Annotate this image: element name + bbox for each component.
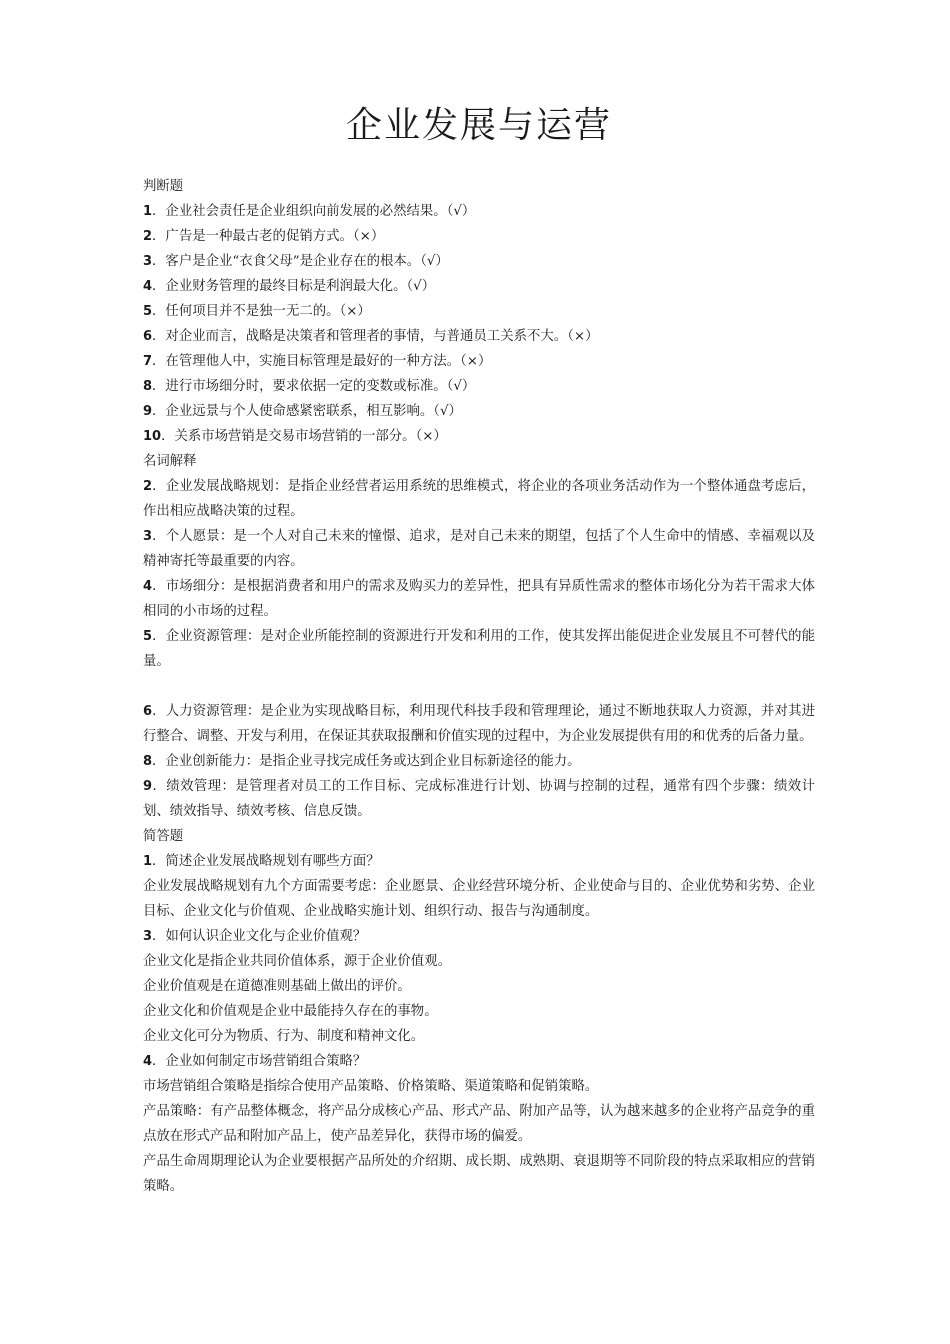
item-number: 4 [143,279,153,294]
judgment-heading: 判断题 [143,179,184,194]
item-text: ．客户是企业“衣食父母”是企业存在的根本。（√） [152,254,449,269]
item-text: ．企业资源管理：是对企业所能控制的资源进行开发和利用的工作，使其发挥出能促进企业发展且不可替代的能量。 [143,629,815,669]
blank-line [143,674,815,699]
item-text: ．对企业而言，战略是决策者和管理者的事情，与普通员工关系不大。（×） [152,329,599,344]
answer-paragraph: 企业文化和价值观是企业中最能持久存在的事物。 [143,1004,438,1019]
answer-paragraph: 产品策略：有产品整体概念，将产品分成核心产品、形式产品、附加产品等，认为越来越多的企业将产品竞争的重点放在形式产品和附加产品上，使产品差异化，获得市场的偏爱。 [143,1104,815,1144]
judgment-item [143,199,815,224]
judgment-item [143,324,815,349]
short-answer-heading: 简答题 [143,829,184,844]
term-item [143,474,815,524]
term-item [143,774,815,824]
item-text: ．企业财务管理的最终目标是利润最大化。（√） [152,279,436,294]
terms-heading: 名词解释 [143,454,197,469]
item-number: 8 [143,754,153,769]
term-item [143,574,815,624]
item-number: 6 [143,329,153,344]
answer-paragraph: 企业文化是指企业共同价值体系，源于企业价值观。 [143,954,451,969]
judgment-section [143,174,815,449]
item-number: 1 [143,854,153,869]
item-number: 9 [143,779,153,794]
item-number: 3 [143,529,153,544]
item-text: ．关系市场营销是交易市场营销的一部分。（×） [161,429,447,444]
answer-paragraph: 市场营销组合策略是指综合使用产品策略、价格策略、渠道策略和促销策略。 [143,1079,599,1094]
answer-paragraph: 企业文化可分为物质、行为、制度和精神文化。 [143,1029,425,1044]
item-number: 7 [143,354,153,369]
term-item [143,624,815,674]
item-number: 6 [143,704,153,719]
item-number: 2 [143,479,153,494]
judgment-item [143,374,815,399]
question [143,924,815,949]
answer-paragraph: 产品生命周期理论认为企业要根据产品所处的介绍期、成长期、成熟期、衰退期等不同阶段的特点采取相应的营销策略。 [143,1154,815,1194]
item-number: 5 [143,629,153,644]
item-text: ．企业发展战略规划：是指企业经营者运用系统的思维模式，将企业的各项业务活动作为一个整体通盘考虑后，作出相应战略决策的过程。 [143,479,815,519]
document-title: 企业发展与运营 [345,105,612,146]
item-text: ．绩效管理：是管理者对员工的工作目标、完成标准进行计划、协调与控制的过程，通常有四个步骤：绩效计划、绩效指导、绩效考核、信息反馈。 [143,779,815,819]
item-text: ．个人愿景：是一个人对自己未来的憧憬、追求，是对自己未来的期望，包括了个人生命中的情感、幸福观以及精神寄托等最重要的内容。 [143,529,815,569]
item-number: 3 [143,254,153,269]
judgment-item [143,249,815,274]
answer-paragraph: 企业价值观是在道德准则基础上做出的评价。 [143,979,411,994]
item-number: 4 [143,1054,153,1069]
item-number: 8 [143,379,153,394]
item-number: 9 [143,404,153,419]
question-text: ．如何认识企业文化与企业价值观？ [152,929,367,944]
answer-paragraph: 企业发展战略规划有九个方面需要考虑：企业愿景、企业经营环境分析、企业使命与目的、企业优势和劣势、企业目标、企业文化与价值观、企业战略实施计划、组织行动、报告与沟通制度。 [143,879,815,919]
question [143,849,815,874]
judgment-item [143,224,815,249]
item-number: 10 [143,429,162,444]
judgment-item [143,424,815,449]
document-page [143,100,815,1199]
term-item [143,749,815,774]
term-item [143,699,815,749]
item-number: 5 [143,304,153,319]
item-text: ．在管理他人中，实施目标管理是最好的一种方法。（×） [152,354,492,369]
item-text: ．进行市场细分时，要求依据一定的变数或标准。（√） [152,379,476,394]
item-text: ．人力资源管理：是企业为实现战略目标，利用现代科技手段和管理理论，通过不断地获取人力资源，并对其进行整合、调整、开发与利用，在保证其获取报酬和价值实现的过程中，为企业发展提供有用的和优秀的后备力量。 [143,704,815,744]
question [143,1049,815,1074]
short-answer-section [143,824,815,1199]
judgment-item [143,399,815,424]
question-text: ．简述企业发展战略规划有哪些方面？ [152,854,380,869]
term-item [143,524,815,574]
judgment-item [143,299,815,324]
item-text: ．市场细分：是根据消费者和用户的需求及购买力的差异性，把具有异质性需求的整体市场化分为若干需求大体相同的小市场的过程。 [143,579,815,619]
item-text: ．广告是一种最古老的促销方式。（×） [152,229,385,244]
terms-section [143,449,815,824]
item-number: 4 [143,579,153,594]
item-text: ．企业远景与个人使命感紧密联系，相互影响。（√） [152,404,462,419]
judgment-item [143,349,815,374]
judgment-item [143,274,815,299]
item-text: ．任何项目并不是独一无二的。（×） [152,304,371,319]
item-number: 3 [143,929,153,944]
item-number: 2 [143,229,153,244]
item-text: ．企业创新能力：是指企业寻找完成任务或达到企业目标新途径的能力。 [152,754,581,769]
item-number: 1 [143,204,153,219]
item-text: ．企业社会责任是企业组织向前发展的必然结果。（√） [152,204,476,219]
question-text: ．企业如何制定市场营销组合策略？ [152,1054,367,1069]
